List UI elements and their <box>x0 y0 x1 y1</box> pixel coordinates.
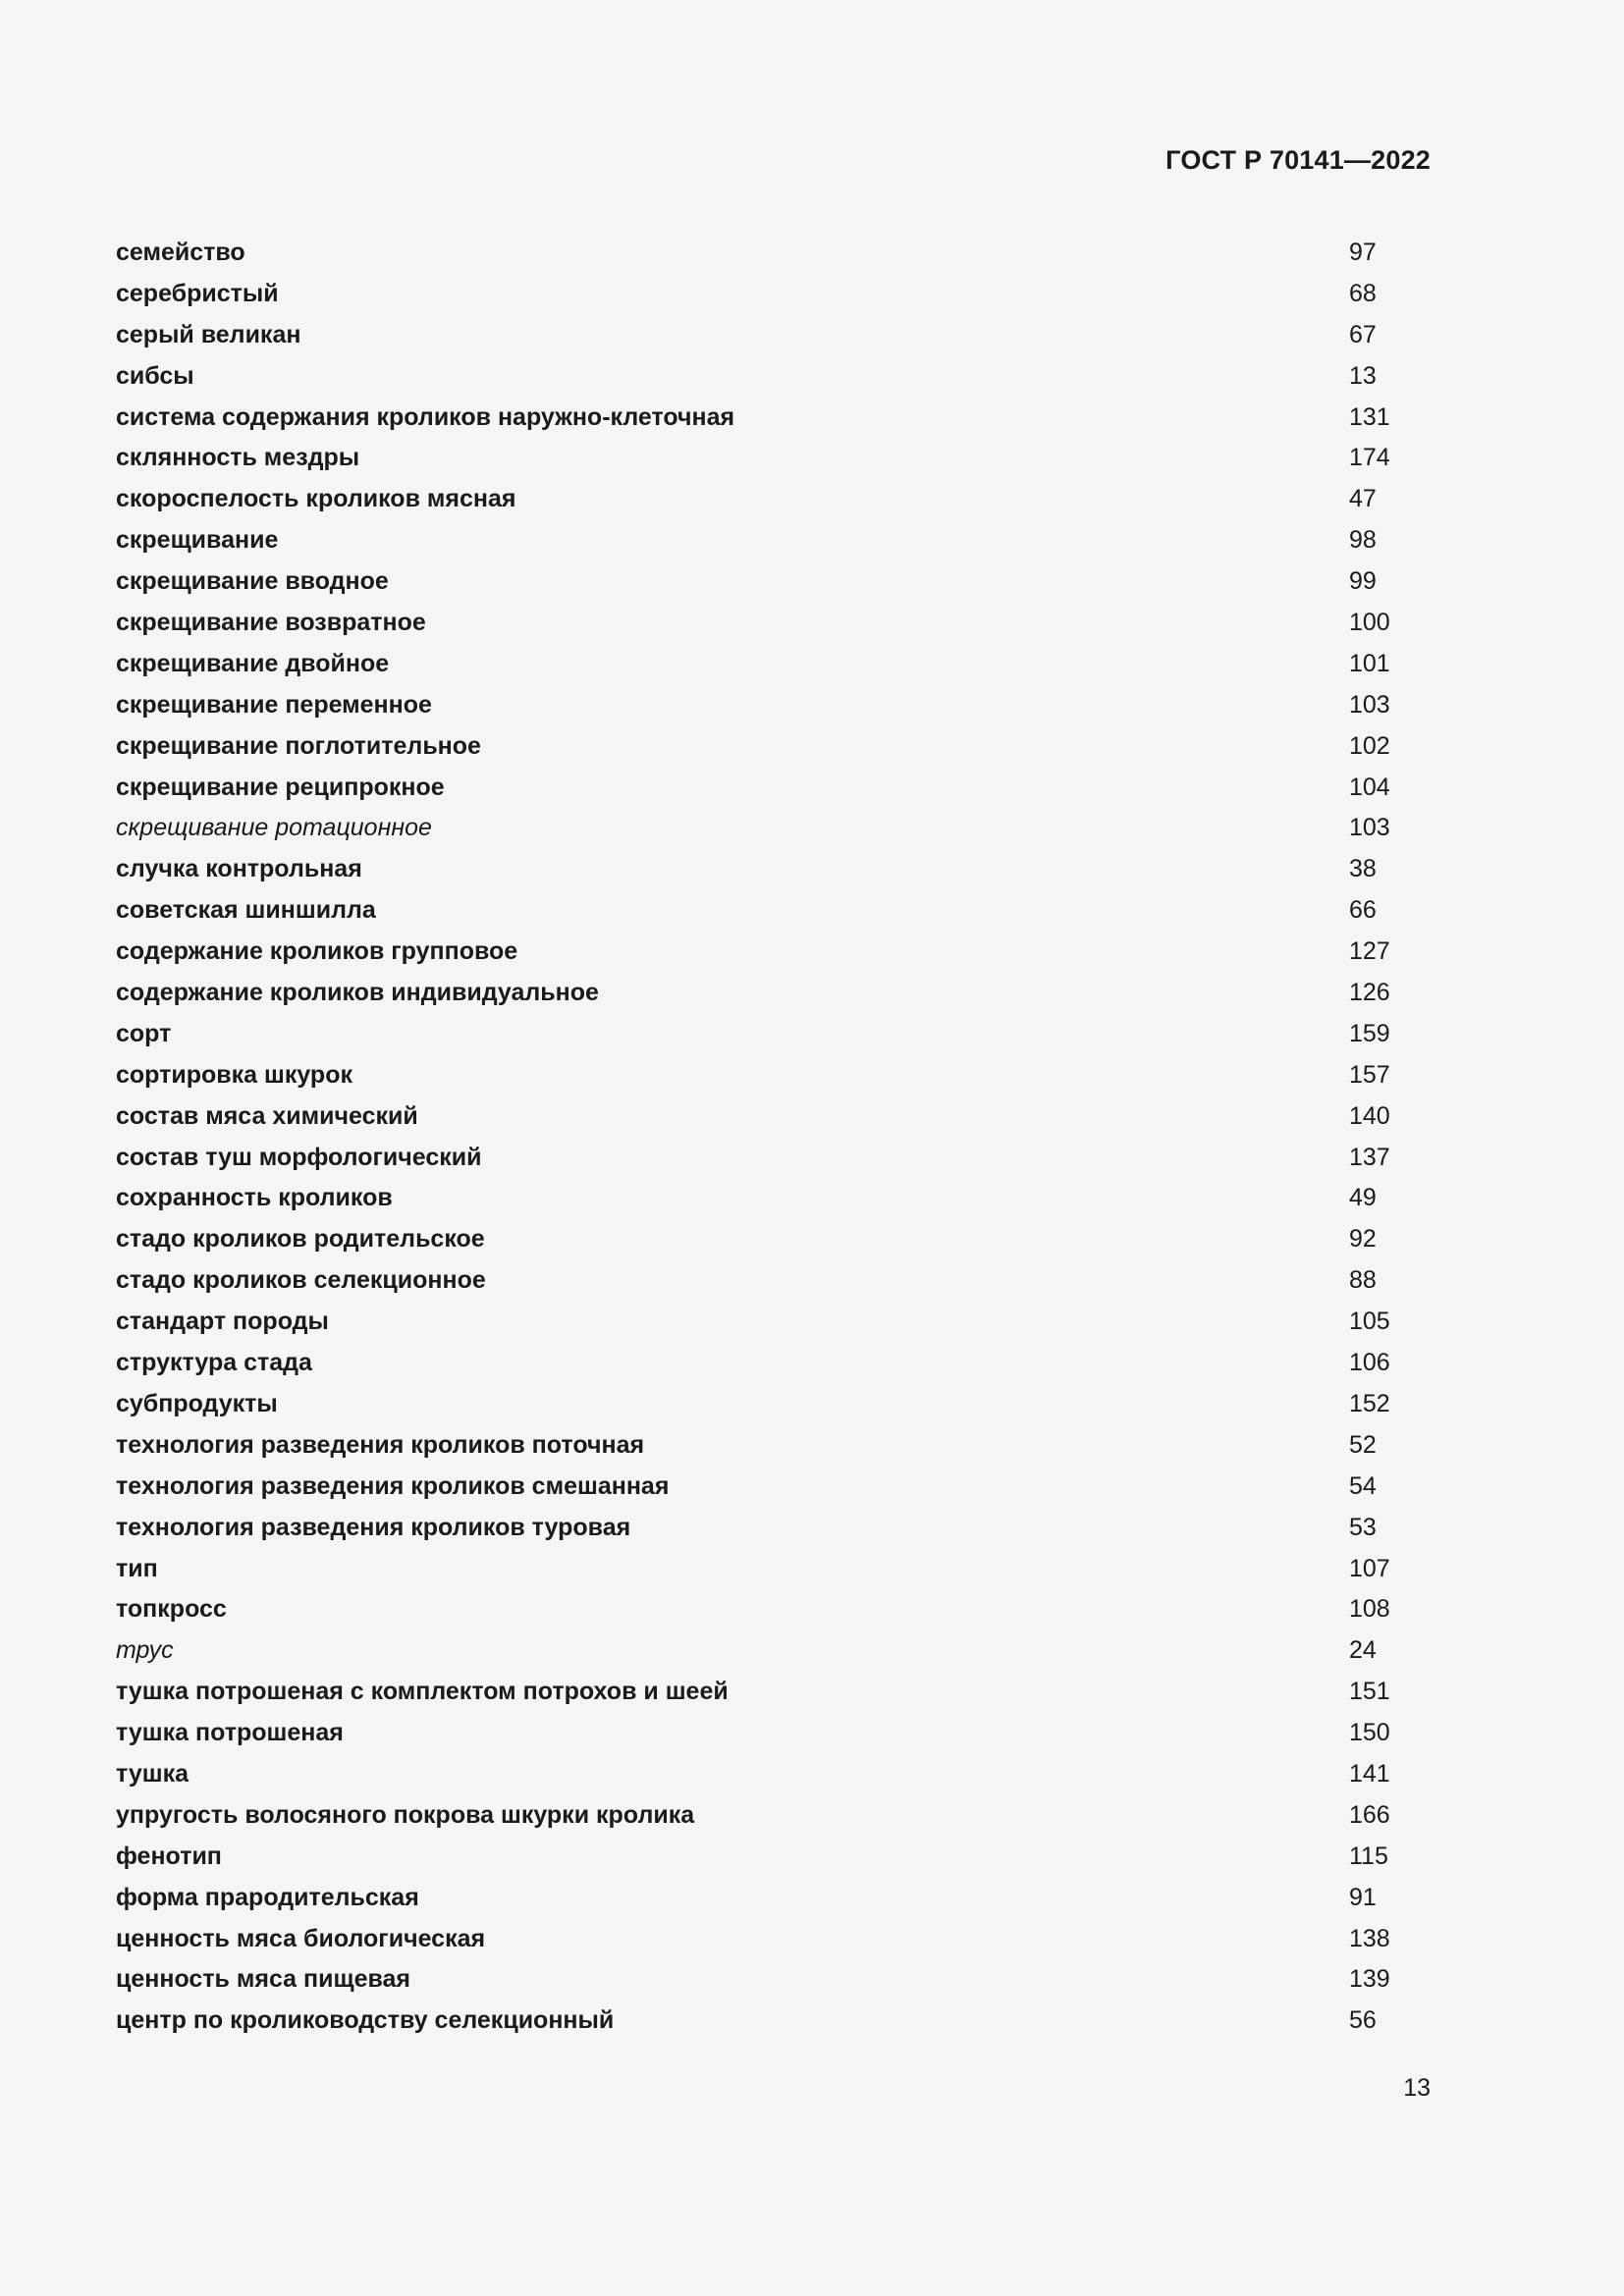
index-term: центр по кролиководству селекционный <box>116 2006 615 2035</box>
index-term: скрещивание двойное <box>116 649 390 677</box>
term-number: 38 <box>1349 855 1377 883</box>
index-entry <box>116 1632 1392 1674</box>
term-number: 98 <box>1349 526 1377 555</box>
index-entry <box>116 1674 1392 1715</box>
index-term: содержание кроликов индивидуальное <box>116 979 599 1007</box>
document-id-header: ГОСТ Р 70141—2022 <box>1165 145 1431 175</box>
index-term: тушка потрошеная с комплектом потрохов и шеей <box>116 1678 729 1706</box>
term-number: 141 <box>1349 1759 1390 1788</box>
term-number: 67 <box>1349 320 1377 348</box>
term-number: 126 <box>1349 979 1390 1007</box>
term-number: 56 <box>1349 2006 1377 2035</box>
index-term: система содержания кроликов наружно-клеточная <box>116 402 735 431</box>
index-term: состав мяса химический <box>116 1101 418 1130</box>
index-term: серый великан <box>116 320 301 348</box>
term-number: 166 <box>1349 1800 1390 1829</box>
index-entry <box>116 646 1392 687</box>
term-number: 66 <box>1349 896 1377 925</box>
term-number: 107 <box>1349 1554 1390 1582</box>
index-term: стадо кроликов селекционное <box>116 1266 486 1295</box>
index-entry <box>116 1345 1392 1386</box>
index-term: ценность мяса биологическая <box>116 1924 486 1952</box>
index-term: склянность мездры <box>116 444 360 472</box>
index-term: трус <box>116 1636 174 1665</box>
index-term: скороспелость кроликов мясная <box>116 485 516 513</box>
index-term: советская шиншилла <box>116 896 376 925</box>
index-entry <box>116 810 1392 851</box>
index-term: случка контрольная <box>116 855 362 883</box>
term-number: 104 <box>1349 773 1390 801</box>
index-term: скрещивание поглотительное <box>116 731 481 760</box>
term-number: 88 <box>1349 1266 1377 1295</box>
term-number: 92 <box>1349 1225 1377 1254</box>
index-term: скрещивание реципрокное <box>116 773 445 801</box>
term-number: 53 <box>1349 1513 1377 1541</box>
index-term: структура стада <box>116 1349 312 1377</box>
term-number: 131 <box>1349 402 1390 431</box>
index-entry <box>116 235 1392 276</box>
term-number: 102 <box>1349 731 1390 760</box>
index-entry <box>116 276 1392 317</box>
index-entry <box>116 1468 1392 1510</box>
term-number: 106 <box>1349 1349 1390 1377</box>
index-term: ценность мяса пищевая <box>116 1965 411 1994</box>
index-term: технология разведения кроликов поточная <box>116 1430 645 1459</box>
term-number: 68 <box>1349 279 1377 307</box>
index-entry <box>116 563 1392 605</box>
index-entry <box>116 1591 1392 1632</box>
page-number: 13 <box>1403 2074 1431 2102</box>
term-number: 115 <box>1349 1842 1388 1870</box>
index-term: упругость волосяного покрова шкурки кролика <box>116 1800 695 1829</box>
term-number: 49 <box>1349 1184 1377 1212</box>
term-number: 151 <box>1349 1678 1390 1706</box>
index-entry <box>116 1304 1392 1345</box>
term-number: 103 <box>1349 690 1390 719</box>
index-entry <box>116 1715 1392 1756</box>
term-number: 137 <box>1349 1143 1390 1171</box>
index-entry <box>116 1427 1392 1468</box>
index-entry <box>116 605 1392 646</box>
index-entry <box>116 1510 1392 1551</box>
term-number: 54 <box>1349 1471 1377 1500</box>
term-number: 139 <box>1349 1965 1390 1994</box>
index-entry <box>116 2002 1392 2044</box>
index-entry <box>116 934 1392 975</box>
index-term: семейство <box>116 239 245 266</box>
index-term: топкросс <box>116 1595 227 1624</box>
index-term: сибсы <box>116 361 194 390</box>
index-term: тип <box>116 1554 158 1582</box>
index-entry <box>116 1921 1392 1962</box>
index-entry <box>116 1797 1392 1839</box>
index-entry <box>116 1262 1392 1304</box>
index-entry <box>116 1880 1392 1921</box>
term-number: 174 <box>1349 444 1390 472</box>
index-entry <box>116 851 1392 892</box>
term-number: 47 <box>1349 485 1377 513</box>
term-number: 91 <box>1349 1883 1377 1911</box>
index-term: скрещивание <box>116 526 279 555</box>
term-number: 140 <box>1349 1101 1390 1130</box>
term-number: 138 <box>1349 1924 1390 1952</box>
index-entry <box>116 522 1392 563</box>
term-number: 150 <box>1349 1719 1390 1747</box>
index-entry <box>116 892 1392 934</box>
index-term: содержание кроликов групповое <box>116 937 518 966</box>
index-term: скрещивание вводное <box>116 567 389 596</box>
index-entry <box>116 1180 1392 1221</box>
term-number: 52 <box>1349 1430 1377 1459</box>
index-term: серебристый <box>116 279 279 307</box>
term-number: 105 <box>1349 1308 1390 1336</box>
index-term: технология разведения кроликов туровая <box>116 1513 631 1541</box>
index-term: скрещивание переменное <box>116 690 432 719</box>
term-number: 157 <box>1349 1060 1390 1089</box>
index-entry <box>116 440 1392 481</box>
term-number: 159 <box>1349 1019 1390 1047</box>
index-term: сортировка шкурок <box>116 1060 352 1089</box>
index-term: технология разведения кроликов смешанная <box>116 1471 670 1500</box>
index-entry <box>116 358 1392 400</box>
index-entry <box>116 317 1392 358</box>
index-entry <box>116 1221 1392 1262</box>
index-entry <box>116 1756 1392 1797</box>
index-term: стандарт породы <box>116 1308 329 1336</box>
index-term: фенотип <box>116 1842 222 1870</box>
index-term: форма прародительская <box>116 1883 419 1911</box>
index-term: скрещивание ротационное <box>116 814 432 842</box>
alphabetical-index-list <box>116 235 1392 2044</box>
index-term: тушка <box>116 1759 189 1788</box>
index-entry <box>116 1386 1392 1427</box>
index-entry <box>116 400 1392 441</box>
index-term: скрещивание возвратное <box>116 609 426 637</box>
term-number: 108 <box>1349 1595 1390 1624</box>
index-entry <box>116 770 1392 811</box>
term-number: 101 <box>1349 649 1390 677</box>
index-entry <box>116 1839 1392 1880</box>
index-term: сохранность кроликов <box>116 1184 393 1212</box>
index-term: стадо кроликов родительское <box>116 1225 485 1254</box>
term-number: 99 <box>1349 567 1377 596</box>
index-entry <box>116 481 1392 522</box>
index-entry <box>116 1140 1392 1181</box>
index-entry <box>116 1961 1392 2002</box>
index-entry <box>116 728 1392 770</box>
term-number: 127 <box>1349 937 1390 966</box>
index-term: тушка потрошеная <box>116 1719 344 1747</box>
index-entry <box>116 975 1392 1016</box>
term-number: 13 <box>1349 361 1377 390</box>
term-number: 97 <box>1349 239 1377 266</box>
term-number: 24 <box>1349 1636 1377 1665</box>
index-entry <box>116 1098 1392 1140</box>
index-entry <box>116 1057 1392 1098</box>
index-term: состав туш морфологический <box>116 1143 482 1171</box>
term-number: 152 <box>1349 1389 1390 1417</box>
index-entry <box>116 1016 1392 1057</box>
index-term: субпродукты <box>116 1389 278 1417</box>
index-entry <box>116 687 1392 728</box>
index-term: сорт <box>116 1019 172 1047</box>
term-number: 100 <box>1349 609 1390 637</box>
index-entry <box>116 1551 1392 1592</box>
term-number: 103 <box>1349 814 1390 842</box>
